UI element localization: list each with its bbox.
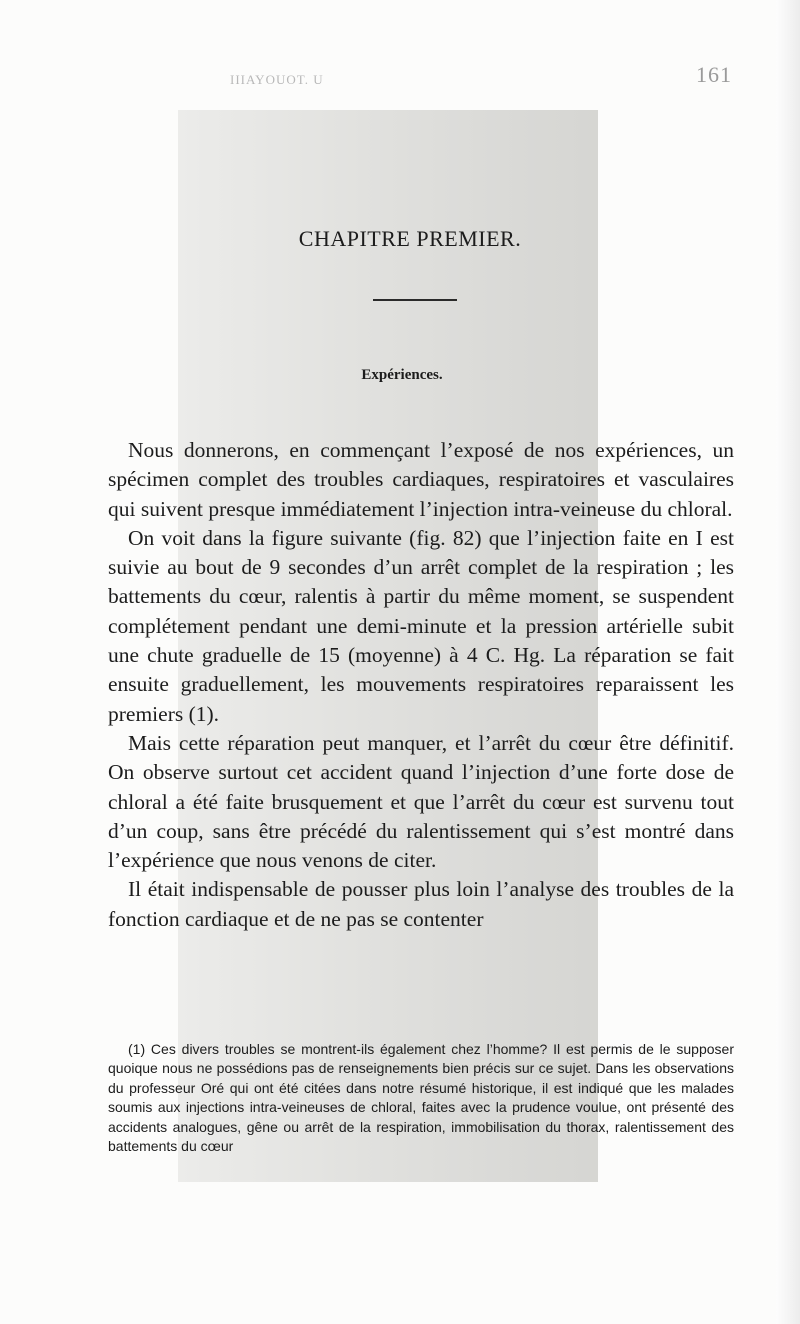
paragraph: Il était indispensable de pousser plus loin l’analyse des troubles de la fonction cardiaque et de ne pas se contenter <box>108 877 734 931</box>
paragraph: On voit dans la figure suivante (fig. 82) que l’injection faite en I est suivie au bout de 9 secondes d’un arrêt complet de la respiration ; les battements du cœur, ralentis à partir du même moment, se suspendent complétement pendant une demi-minute et la pression artérielle subit une chute graduelle de 15 (moyenne) à 4 C. Hg. La réparation se fait ensuite graduellement, les mouvements respiratoires reparaissent les premiers (1). <box>108 525 734 726</box>
paragraph: Mais cette réparation peut manquer, et l’arrêt du cœur être définitif. On observe surtout cet accident quand l’injection d’une forte dose de chloral a été faite brusquement et que l’arrêt du cœur est survenu tout d’un coup, sans être précédé du ralentissement qui s’est montré dans l’expérience que nous venons de citer. <box>108 730 734 873</box>
ghost-page-number: 161 <box>696 62 732 87</box>
section-heading: Expériences. <box>361 367 443 383</box>
page-edge-shadow <box>776 0 800 1324</box>
chapter-title: CHAPITRE PREMIER. <box>298 226 522 251</box>
footnote: (1) Ces divers troubles se montrent-ils également chez l’homme? Il est permis de le supposer quoique nous ne possédions pas de renseignements bien précis sur ce sujet. Dans les observations du professeur Oré qui ont été citées dans notre résumé historique, il est indiqué que les malades soumis aux injections intra-veineuses de chloral, faites avec la prudence voulue, ont présenté des accidents analogues, gêne ou arrêt de la respiration, immobilisation du thorax, ralentissement des battements du cœur <box>108 1041 734 1155</box>
paragraph: Nous donnerons, en commençant l’exposé de nos expériences, un spécimen complet des troubles cardiaques, respiratoires et vasculaires qui suivent presque immédiatement l’injection intra-veineuse du chloral. <box>108 438 734 521</box>
title-rule <box>373 299 457 301</box>
ghost-running-head: IIIAYOUOT. U <box>230 72 324 87</box>
body-text <box>108 436 734 934</box>
